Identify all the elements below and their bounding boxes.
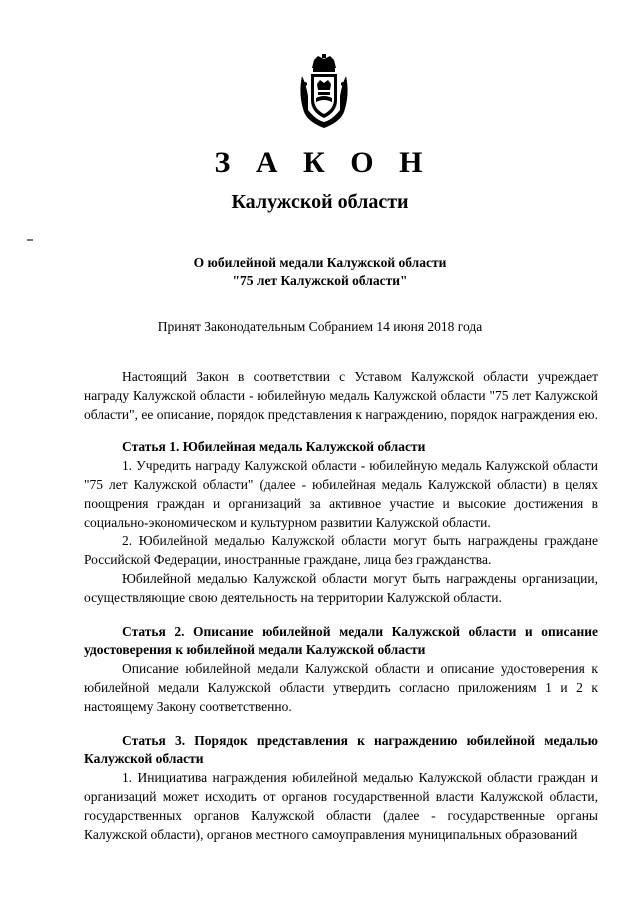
preamble: Настоящий Закон в соответствии с Уставом Калужской области учреждает награду Калужской области - юбилейную медаль Калужской области "75 лет Калужской области", ее описание, порядок представления к награждению, порядок награждения ею. [84, 369, 598, 422]
article-1-paragraph-3: Юбилейной медалью Калужской области могут быть награждены организации, осуществляющие свою деятельность на территории Калужской области. [84, 570, 598, 605]
article-3-paragraph-1: 1. Инициатива награждения юбилейной медалью Калужской области граждан и организаций может исходить от органов государственной власти Калужской области, государственных органов Калужской области (далее - государственные органы Калужской области), органов местного самоуправления муниципальных образований [84, 770, 598, 842]
law-subject [0, 254, 640, 290]
law-subject-line-2: "75 лет Калужской области" [232, 273, 408, 288]
article-1-paragraph-2: 2. Юбилейной медалью Калужской области могут быть награждены граждане Российской Федерации, иностранные граждане, лица без гражданства. [84, 533, 598, 568]
law-body [84, 368, 598, 844]
article-1-paragraph-1: 1. Учредить награду Калужской области - юбилейную медаль Калужской области "75 лет Калужской области" (далее - юбилейная медаль Калужской области) в целях поощрения граждан и организаций за активное участие и высокие достижения в социально-экономическом и культурном развитии Калужской области. [84, 458, 598, 530]
coat-of-arms-icon [296, 54, 352, 130]
article-2-heading: Статья 2. Описание юбилейной медали Калужской области и описание удостоверения к юбилейной медали Калужской области [84, 623, 598, 658]
adoption-date: Принят Законодательным Собранием 14 июня 2018 года [157, 319, 483, 334]
article-1-heading: Статья 1. Юбилейная медаль Калужской области [122, 439, 426, 455]
article-2-paragraph-1: Описание юбилейной медали Калужской области и описание удостоверения к юбилейной медали Калужской области утвердить согласно приложениям 1 и 2 к настоящему Закону соответственно. [84, 661, 598, 714]
scan-mark [27, 239, 33, 241]
law-subject-line-1: О юбилейной медали Калужской области [193, 255, 447, 270]
region-title: Калужской области [231, 191, 409, 213]
article-3-heading: Статья 3. Порядок представления к награждению юбилейной медалью Калужской области [84, 732, 598, 767]
law-title: З А К О Н [214, 146, 432, 179]
